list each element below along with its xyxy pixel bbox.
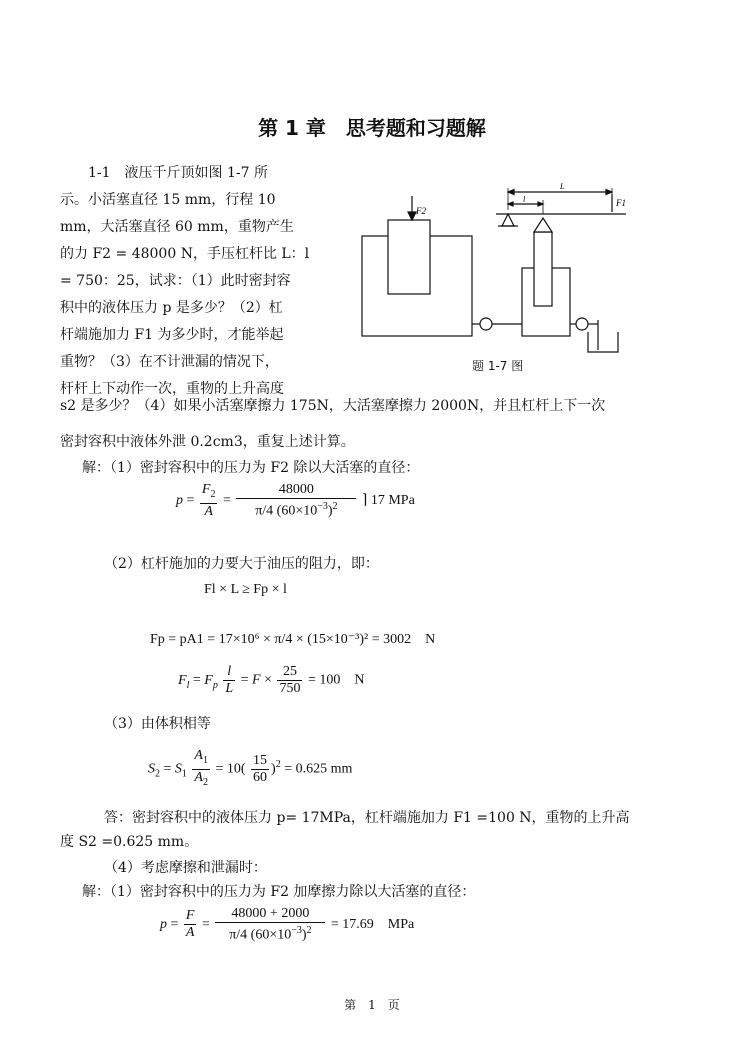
equation-5: $S_2 = S_1$ $\frac{A_1}{A_2}$ = 10( $\frac{15}{60}$ )$^2$ = 0.625 mm — [148, 748, 353, 788]
label-F2: F2 — [416, 206, 426, 216]
small-piston — [534, 232, 552, 306]
equation-3: Fp = pA1 = 17×10⁶ × π/4 × (15×10⁻³)² = 3002 N — [150, 632, 436, 647]
equation-6: p = $\frac{F}{A}$ = $\frac{48000 + 2000}{\pi/4 (60\times 10^{-3})^2}$ = 17.69 MPa — [160, 906, 415, 943]
problem-continuation: s2 是多少？（4）如果小活塞摩擦力 175N，大活塞摩擦力 2000N，并且杠杆上下一次 — [60, 398, 606, 414]
solution-step-3: （3）由体积相等 — [104, 716, 211, 732]
figure-caption: 题 1-7 图 — [472, 359, 524, 373]
problem-line: 示。小活塞直径 15 mm，行程 10 — [60, 192, 276, 208]
eq6-numerator: 48000 + 2000 — [215, 906, 325, 923]
check-valve-1 — [480, 318, 492, 330]
problem-line: mm，大活塞直径 60 mm，重物产生 — [60, 219, 294, 235]
pivot — [502, 214, 514, 226]
page-footer: 第 1 页 — [344, 998, 400, 1012]
answer-line-1: 答：密封容积中的液体压力 p= 17MPa，杠杆端施加力 F1 =100 N，重物的上升高 — [104, 810, 630, 826]
solution-step-5: 解：（1）密封容积中的压力为 F2 加摩擦力除以大活塞的直径： — [82, 884, 476, 900]
problem-continuation-2: 密封容积中液体外泄 0.2cm3，重复上述计算。 — [60, 434, 355, 450]
eq5-result: = 0.625 mm — [284, 761, 353, 777]
solution-step-4: （4）考虑摩擦和泄漏时： — [104, 860, 267, 876]
problem-line: 杆杆上下动作一次，重物的上升高度 — [60, 381, 284, 397]
answer-line-2: 度 S2 =0.625 mm。 — [60, 834, 199, 850]
solution-step-2: （2）杠杆施加的力要大于油压的阻力，即： — [104, 556, 379, 572]
check-valve-2 — [576, 318, 588, 330]
equation-1: p = $\frac{F_2}{A}$ = $\frac{48000}{\pi/4 (60\times 10^{-3})^2}$ ⌉ 17 MPa — [176, 482, 415, 519]
problem-line: 杆端施加力 F1 为多少时，才能举起 — [60, 327, 284, 343]
piston-tip — [534, 218, 552, 232]
label-L: L — [560, 182, 565, 191]
equation-4: $F_l = F_p$ $\frac{l}{L}$ = F × $\frac{25}{750}$ = 100 N — [178, 664, 365, 696]
problem-line: = 750：25，试求：（1）此时密封容 — [60, 273, 291, 289]
problem-line: 的力 F2 = 48000 N，手压杠杆比 L：l — [60, 246, 310, 262]
eq1-result: 17 MPa — [370, 493, 415, 509]
hydraulic-jack-figure — [348, 174, 668, 386]
label-F1: F1 — [616, 198, 626, 208]
eq1-numerator: 48000 — [236, 482, 356, 499]
equation-2: Fl × L ≥ Fp × l — [204, 582, 287, 597]
oil-tank — [588, 332, 618, 352]
problem-line: 1-1 液压千斤顶如图 1-7 所 — [88, 165, 268, 181]
eq6-result: = 17.69 MPa — [330, 917, 415, 933]
solution-step-1: 解：（1）密封容积中的压力为 F2 除以大活塞的直径： — [82, 460, 420, 476]
eq4-result: = 100 N — [307, 672, 365, 688]
large-piston — [388, 220, 430, 294]
f2-arrowhead — [408, 212, 416, 220]
label-l: l — [523, 195, 526, 204]
problem-line: 积中的液体压力 p 是多少？（2）杠 — [60, 300, 283, 316]
problem-statement — [60, 160, 336, 403]
problem-line: 重物？（3）在不计泄漏的情况下， — [60, 354, 279, 370]
page-title: 第 1 章 思考题和习题解 — [258, 116, 486, 140]
